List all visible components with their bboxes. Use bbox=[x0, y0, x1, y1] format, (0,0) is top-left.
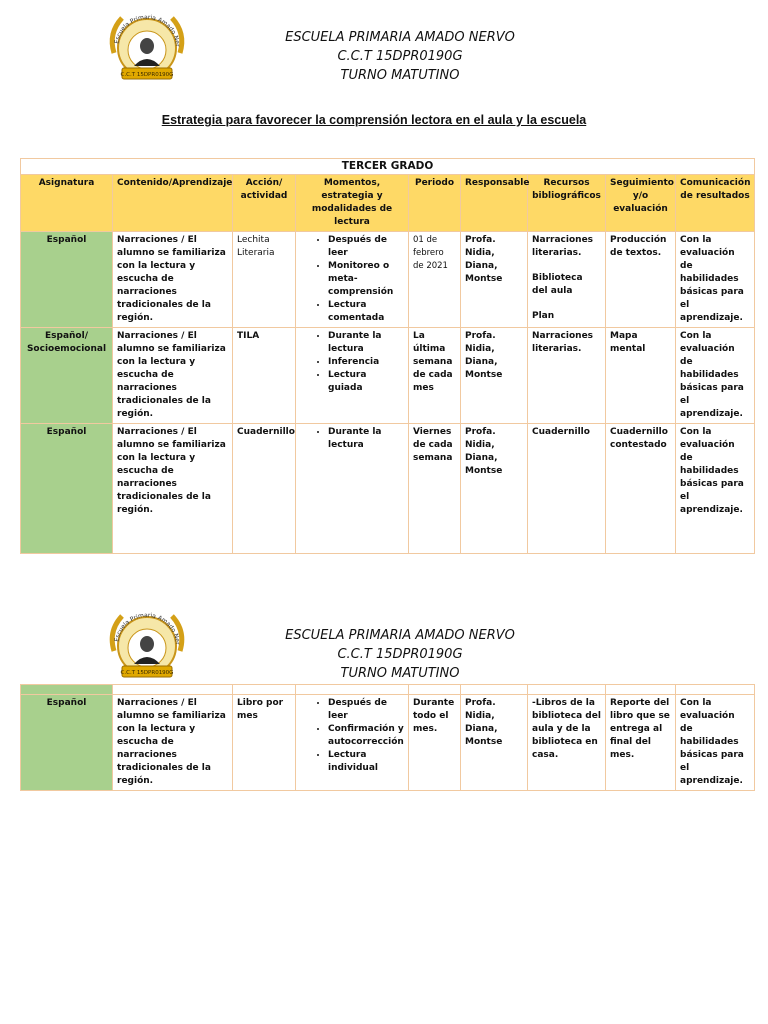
col-header: Asignatura bbox=[21, 175, 113, 232]
col-header: Contenido/Aprendizaje bbox=[113, 175, 233, 232]
moment-item: • Inferencia bbox=[328, 356, 404, 369]
page-header bbox=[0, 0, 768, 95]
cell-results: Con la evaluación de habilidades básicas para el aprendizaje. bbox=[676, 328, 755, 424]
cell-resources bbox=[528, 424, 606, 554]
cell-content: Narraciones / El alumno se familiariza con la lectura y escucha de narraciones tradicionales de la región. bbox=[113, 328, 233, 424]
cell-subject: Español bbox=[21, 424, 113, 554]
grade-label: TERCER GRADO bbox=[21, 159, 755, 175]
school-title-block bbox=[250, 626, 550, 683]
cell-content: Narraciones / El alumno se familiariza con la lectura y escucha de narraciones tradicionales de la región. bbox=[113, 232, 233, 328]
cell-responsible: Profa. Nidia, Diana, Montse bbox=[461, 328, 528, 424]
school-name: ESCUELA PRIMARIA AMADO NERVO bbox=[285, 628, 515, 643]
cell-responsible: Profa. Nidia, Diana, Montse bbox=[461, 232, 528, 328]
col-header: Comunicación de resultados bbox=[676, 175, 755, 232]
cell-responsible: Profa. Nidia, Diana, Montse bbox=[461, 695, 528, 791]
cell-action: Cuadernillo bbox=[233, 424, 296, 554]
cell-subject: Español/ Socioemocional bbox=[21, 328, 113, 424]
moment-item: • Confirmación y autocorrección bbox=[328, 723, 404, 749]
cell-subject: Español bbox=[21, 695, 113, 791]
cell-tracking: Mapa mental bbox=[606, 328, 676, 424]
svg-text:C.C.T 15DPR0190G: C.C.T 15DPR0190G bbox=[120, 72, 174, 78]
table-row bbox=[21, 328, 755, 424]
cell-resources bbox=[528, 328, 606, 424]
cell-action: Libro por mes bbox=[233, 695, 296, 791]
school-logo bbox=[104, 8, 190, 90]
cell-period: La última semana de cada mes bbox=[409, 328, 461, 424]
cell-moments bbox=[296, 424, 409, 554]
moment-item: • Lectura guiada bbox=[328, 369, 404, 395]
table-row bbox=[21, 232, 755, 328]
moment-item: • Lectura individual bbox=[328, 749, 404, 775]
school-name: ESCUELA PRIMARIA AMADO NERVO bbox=[285, 30, 515, 45]
school-cct: C.C.T 15DPR0190G bbox=[337, 49, 463, 64]
cell-moments bbox=[296, 328, 409, 424]
cell-content: Narraciones / El alumno se familiariza con la lectura y escucha de narraciones tradicionales de la región. bbox=[113, 695, 233, 791]
strategy-table-continued bbox=[20, 684, 755, 791]
resource-item: Narraciones literarias. bbox=[532, 235, 594, 258]
moment-item: • Durante la lectura bbox=[328, 426, 404, 452]
cell-results: Con la evaluación de habilidades básicas para el aprendizaje. bbox=[676, 424, 755, 554]
grade-row bbox=[21, 159, 755, 175]
moment-item: • Después de leer bbox=[328, 697, 404, 723]
page-2 bbox=[0, 598, 768, 786]
page-header bbox=[0, 598, 768, 693]
school-logo bbox=[104, 606, 190, 688]
cell-moments bbox=[296, 695, 409, 791]
strategy-title: Estrategia para favorecer la comprensión lectora en el aula y la escuela bbox=[161, 113, 587, 127]
cell-tracking: Reporte del libro que se entrega al final del mes. bbox=[606, 695, 676, 791]
cell-results: Con la evaluación de habilidades básicas para el aprendizaje. bbox=[676, 232, 755, 328]
cell-responsible: Profa. Nidia, Diana, Montse bbox=[461, 424, 528, 554]
strategy-table bbox=[20, 158, 755, 554]
cell-subject: Español bbox=[21, 232, 113, 328]
school-cct: C.C.T 15DPR0190G bbox=[337, 647, 463, 662]
school-title-block bbox=[250, 28, 550, 85]
cell-action: TILA bbox=[233, 328, 296, 424]
cell-tracking: Cuadernillo contestado bbox=[606, 424, 676, 554]
svg-text:Escuela Primaria Amado Nervo: Escuela Primaria Amado Ner bbox=[113, 13, 181, 48]
resource-item: Cuadernillo bbox=[532, 427, 590, 437]
school-shift: TURNO MATUTINO bbox=[340, 68, 460, 83]
cell-period: Durante todo el mes. bbox=[409, 695, 461, 791]
resource-item: Biblioteca del aula bbox=[532, 273, 583, 296]
cell-moments bbox=[296, 232, 409, 328]
cell-period: Viernes de cada semana bbox=[409, 424, 461, 554]
col-header: Periodo bbox=[409, 175, 461, 232]
cell-resources bbox=[528, 695, 606, 791]
col-header: Acción/ actividad bbox=[233, 175, 296, 232]
school-shift: TURNO MATUTINO bbox=[340, 666, 460, 681]
resource-item: Narraciones literarias. bbox=[532, 331, 594, 354]
col-header: Recursos bibliográficos bbox=[528, 175, 606, 232]
cell-results: Con la evaluación de habilidades básicas para el aprendizaje. bbox=[676, 695, 755, 791]
cell-action: Lechita Literaria bbox=[233, 232, 296, 328]
col-header: Seguimiento y/o evaluación bbox=[606, 175, 676, 232]
table-header-row bbox=[21, 175, 755, 232]
empty-header-row bbox=[21, 685, 755, 695]
table-row bbox=[21, 695, 755, 791]
cell-period: 01 de febrero de 2021 bbox=[409, 232, 461, 328]
col-header: Momentos, estrategia y modalidades de lectura bbox=[296, 175, 409, 232]
col-header: Responsable bbox=[461, 175, 528, 232]
resource-item: -Libros de la biblioteca del aula y de la biblioteca en casa. bbox=[532, 698, 601, 760]
moment-item: • Monitoreo o meta-comprensión bbox=[328, 260, 404, 299]
cell-tracking: Producción de textos. bbox=[606, 232, 676, 328]
cell-resources bbox=[528, 232, 606, 328]
moment-item: • Después de leer bbox=[328, 234, 404, 260]
moment-item: • Lectura comentada bbox=[328, 299, 404, 325]
cell-content: Narraciones / El alumno se familiariza con la lectura y escucha de narraciones tradicionales de la región. bbox=[113, 424, 233, 554]
table-row bbox=[21, 424, 755, 554]
resource-item: Plan bbox=[532, 311, 555, 321]
svg-text:C.C.T 15DPR0190G: C.C.T 15DPR0190G bbox=[120, 670, 174, 676]
svg-text:Escuela Primaria Amado Nervo: Escuela Primaria Amado Ner bbox=[113, 611, 181, 646]
moment-item: • Durante la lectura bbox=[328, 330, 404, 356]
